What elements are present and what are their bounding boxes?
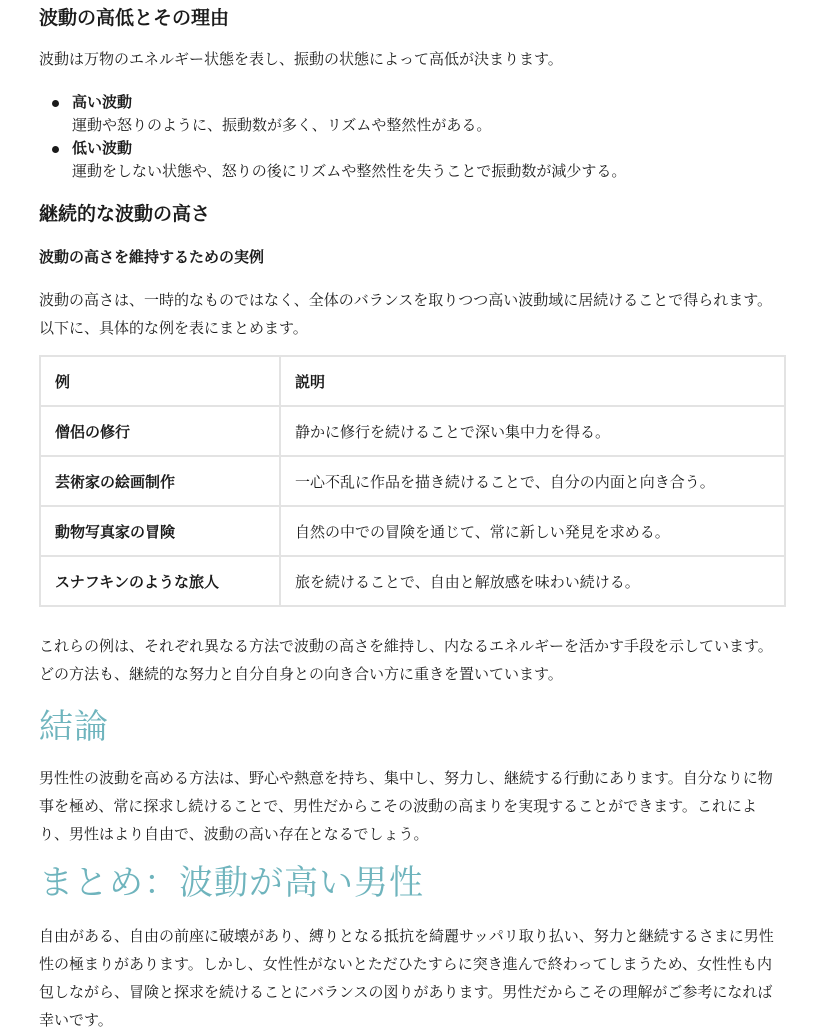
table-row: [40, 506, 785, 556]
table-row: [40, 456, 785, 506]
section-intro-examples: 波動の高さは、一時的なものではなく、全体のバランスを取りつつ高い波動域に居続けることで得られます。以下に、具体的な例を表にまとめます。: [39, 291, 773, 337]
list-item-high-wave: [39, 91, 786, 137]
table-header-row: [40, 356, 785, 406]
table-header-description: 説明: [280, 356, 785, 406]
bullet-icon: [52, 146, 59, 153]
conclusion-heading: 結論: [39, 707, 109, 747]
section-heading-wave-levels: 波動の高低とその理由: [39, 7, 230, 29]
subsection-heading-examples: 波動の高さを維持するための実例: [39, 248, 265, 266]
table-cell-example: スナフキンのような旅人: [40, 556, 280, 606]
table-cell-description: 一心不乱に作品を描き続けることで、自分の内面と向き合う。: [280, 456, 785, 506]
list-item-title: 高い波動: [72, 93, 133, 111]
section-intro-wave-levels: 波動は万物のエネルギー状態を表し、振動の状態によって高低が決まります。: [39, 50, 563, 68]
table-row: [40, 556, 785, 606]
summary-heading: まとめ：波動が高い男性: [39, 863, 424, 903]
wave-level-list: [39, 91, 786, 183]
list-item-low-wave: [39, 137, 786, 183]
table-row: [40, 406, 785, 456]
table-header-example: 例: [40, 356, 280, 406]
table-cell-description: 静かに修行を続けることで深い集中力を得る。: [280, 406, 785, 456]
list-item-description: 運動をしない状態や、怒りの後にリズムや整然性を失うことで振動数が減少する。: [72, 162, 627, 180]
table-cell-example: 僧侶の修行: [40, 406, 280, 456]
bullet-icon: [52, 100, 59, 107]
table-cell-example: 芸術家の絵画制作: [40, 456, 280, 506]
section-heading-continuous-wave: 継続的な波動の高さ: [39, 203, 211, 225]
list-item-description: 運動や怒りのように、振動数が多く、リズムや整然性がある。: [72, 116, 492, 134]
examples-table: [39, 355, 786, 607]
list-item-title: 低い波動: [72, 139, 133, 157]
examples-summary: これらの例は、それぞれ異なる方法で波動の高さを維持し、内なるエネルギーを活かす手段を示しています。どの方法も、継続的な努力と自分自身との向き合い方に重きを置いています。: [39, 637, 773, 683]
summary-text: 自由がある、自由の前座に破壊があり、縛りとなる抵抗を綺麗サッパリ取り払い、努力と継続するさまに男性性の極まりがあります。しかし、女性性がないとただひたすらに突き進んで終わってしまうため、女性性も内包しながら、冒険と探求を続けることにバランスの図りがあります。男性だからこその理解がご参考になれば幸いです。: [39, 927, 774, 1029]
table-cell-description: 旅を続けることで、自由と解放感を味わい続ける。: [280, 556, 785, 606]
table-cell-example: 動物写真家の冒険: [40, 506, 280, 556]
conclusion-text: 男性性の波動を高める方法は、野心や熱意を持ち、集中し、努力し、継続する行動にあります。自分なりに物事を極め、常に探求し続けることで、男性だからこその波動の高まりを実現することができます。これにより、男性はより自由で、波動の高い存在となるでしょう。: [39, 769, 773, 843]
table-cell-description: 自然の中での冒険を通じて、常に新しい発見を求める。: [280, 506, 785, 556]
